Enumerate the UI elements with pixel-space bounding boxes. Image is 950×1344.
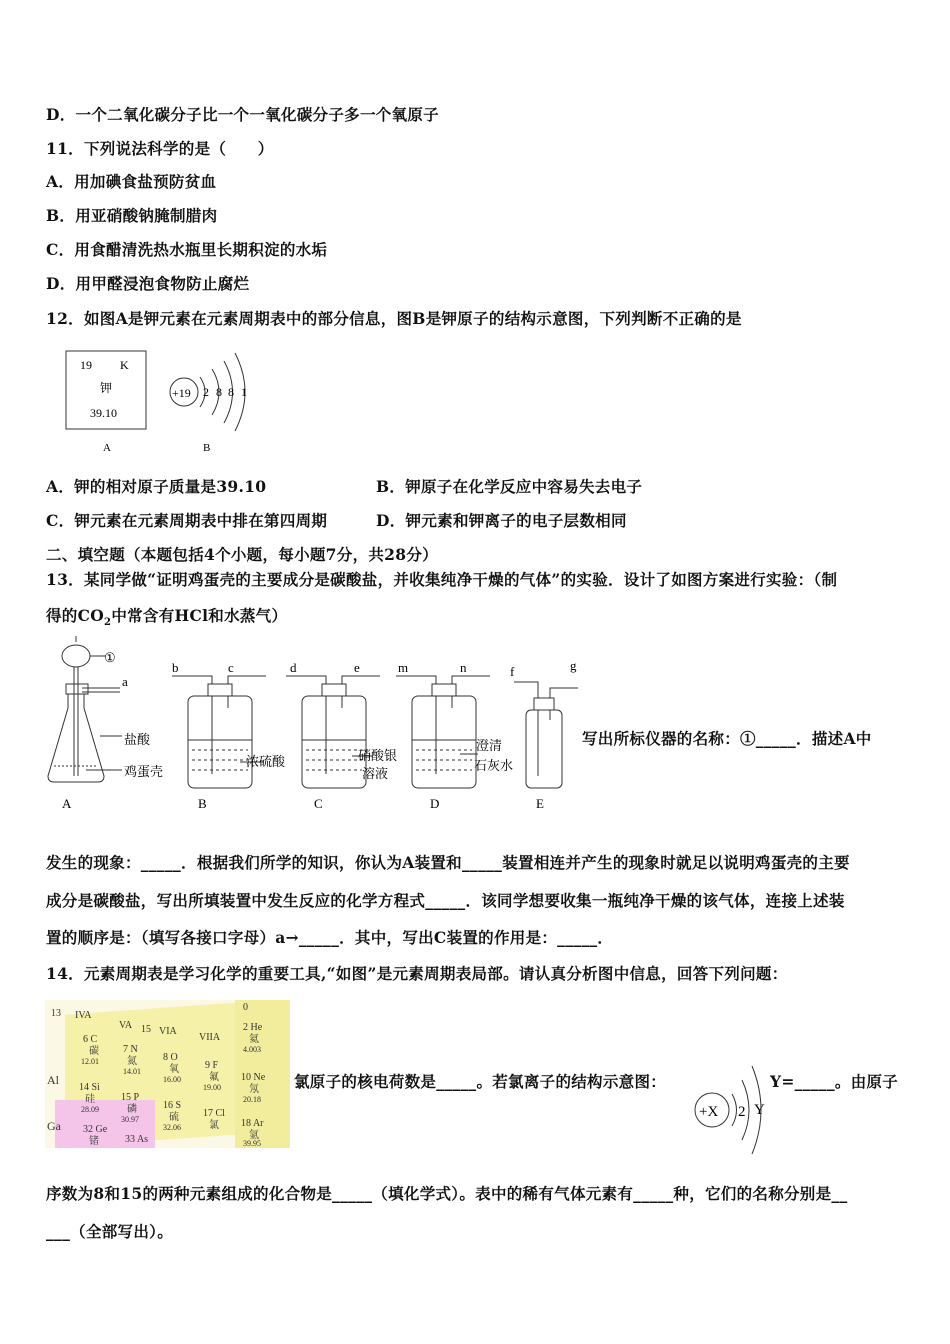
question-13-line1: 13．某同学做“证明鸡蛋壳的主要成分是碳酸盐，并收集纯净干燥的气体”的实验．设计了如图方案进行实验：（制	[46, 570, 838, 589]
label-e-port: e	[354, 660, 360, 675]
label-limewater-1: 澄清	[476, 738, 503, 753]
potassium-figure	[60, 345, 260, 457]
question-14-side-text-1: 氯原子的核电荷数是_____。若氯离子的结构示意图：	[294, 1072, 667, 1091]
label-conc-sulfuric-acid: 浓硫酸	[246, 754, 286, 769]
shell-electrons-4: 1	[241, 385, 247, 399]
group-iva: IVA	[75, 1010, 92, 1021]
cell-n-name: 氮	[127, 1056, 137, 1067]
cell-s-mass: 32.06	[163, 1123, 181, 1132]
question-13-line5: 置的顺序是：（填写各接口字母）a→_____．其中，写出C装置的作用是：_____．	[46, 928, 614, 947]
label-d-port: d	[290, 660, 297, 675]
shell-electrons-1: 2	[203, 385, 209, 399]
cell-ge-name: 锗	[89, 1136, 99, 1147]
cell-he-mass: 4.003	[243, 1045, 261, 1054]
shell-electrons-3: 8	[228, 385, 234, 399]
label-device-d: D	[430, 796, 440, 811]
label-device-b: B	[198, 796, 207, 811]
label-m-port: m	[398, 660, 409, 675]
cell-p-name: 磷	[127, 1104, 137, 1115]
question-13-side-text: 写出所标仪器的名称：①_____．描述A中	[582, 729, 872, 748]
cell-ne-name: 氖	[249, 1084, 259, 1095]
q13-co2-pre: 得的CO	[46, 606, 105, 625]
figure-label-b: B	[203, 442, 211, 454]
question-13-line4: 成分是碳酸盐，写出所填装置中发生反应的化学方程式_____．该同学想要收集一瓶纯净干燥的该气体，连接上述装	[46, 891, 845, 910]
atomic-mass: 39.10	[90, 406, 117, 420]
q12-option-a: A．钾的相对原子质量是39.10	[46, 477, 267, 496]
gas-bottle-c	[302, 696, 366, 788]
gas-bottle-b	[188, 696, 252, 788]
group-via: VIA	[159, 1026, 177, 1037]
cell-o-mass: 16.00	[163, 1075, 181, 1084]
apparatus-d	[396, 660, 513, 811]
cell-p: 15 P	[121, 1092, 140, 1103]
label-a-port: a	[122, 674, 128, 689]
label-device-c: C	[314, 796, 323, 811]
section-2-heading: 二、填空题（本题包括4个小题，每小题7分，共28分）	[46, 545, 438, 564]
cell-f-mass: 19.00	[203, 1083, 221, 1092]
q11-option-b: B．用亚硝酸钠腌制腊肉	[46, 206, 218, 225]
cell-cl: 17 Cl	[203, 1108, 225, 1119]
cell-ne: 10 Ne	[241, 1072, 266, 1083]
gas-bottle-e	[526, 710, 562, 788]
cell-ge: 32 Ge	[83, 1124, 108, 1135]
cell-n-mass: 14.01	[123, 1067, 141, 1076]
cell-f-name: 氟	[209, 1072, 219, 1083]
periodic-table-fragment	[45, 1000, 290, 1148]
group-13: 13	[51, 1008, 61, 1019]
group-viia: VIIA	[199, 1032, 221, 1043]
cell-ne-mass: 20.18	[243, 1095, 261, 1104]
cell-al: Al	[47, 1073, 59, 1087]
cell-as: 33 As	[125, 1134, 149, 1145]
question-12: 12．如图A是钾元素在元素周期表中的部分信息，图B是钾原子的结构示意图，下列判断不正确的是	[46, 309, 742, 328]
apparatus-a	[48, 636, 163, 811]
cell-c-mass: 12.01	[81, 1057, 99, 1066]
question-14: 14．元素周期表是学习化学的重要工具,“如图”是元素周期表局部。请认真分析图中信息，回答下列问题：	[46, 964, 788, 983]
label-f-port: f	[510, 664, 515, 679]
label-device-a: A	[62, 796, 72, 811]
q11-option-c: C．用食醋清洗热水瓶里长期积淀的水垢	[46, 240, 328, 259]
q13-co2-sub: 2	[104, 617, 112, 629]
shell-electrons-2: 8	[216, 385, 222, 399]
cell-o-name: 氧	[169, 1064, 179, 1075]
label-n-port: n	[460, 660, 467, 675]
element-symbol: K	[120, 358, 129, 372]
group-15: 15	[141, 1024, 151, 1035]
element-name: 钾	[100, 381, 113, 395]
nucleus-charge: +19	[172, 386, 191, 400]
question-13-line2	[46, 604, 287, 628]
cell-s: 16 S	[163, 1100, 182, 1111]
gas-bottle-d	[412, 696, 476, 788]
separatory-funnel	[62, 645, 90, 667]
cell-si: 14 Si	[79, 1082, 100, 1093]
label-silver-nitrate-1: 硝酸银	[358, 748, 398, 763]
ion-outer-y: Y	[754, 1102, 765, 1118]
group-va: VA	[119, 1020, 133, 1031]
question-13-line3: 发生的现象：_____．根据我们所学的知识，你认为A装置和_____装置相连并产生的现象时就足以说明鸡蛋壳的主要	[46, 853, 850, 872]
q12-option-b: B．钾原子在化学反应中容易失去电子	[376, 477, 643, 496]
label-g-port: g	[570, 658, 577, 673]
ion-shell-1	[732, 1094, 737, 1126]
cell-ar: 18 Ar	[241, 1118, 264, 1129]
cell-ar-mass: 39.95	[243, 1139, 261, 1148]
label-hydrochloric-acid: 盐酸	[124, 732, 151, 747]
q12-option-d: D．钾元素和钾离子的电子层数相同	[376, 511, 627, 530]
cell-ga: Ga	[47, 1119, 61, 1133]
apparatus-e	[510, 658, 578, 811]
apparatus-figure	[40, 636, 580, 816]
q11-option-a: A．用加碘食盐预防贫血	[46, 172, 217, 191]
q13-co2-post: 中常含有HCl和水蒸气）	[111, 606, 288, 625]
cell-c-name: 碳	[89, 1046, 99, 1057]
group-0: 0	[243, 1002, 248, 1013]
cell-si-name: 硅	[85, 1094, 95, 1105]
option-d-q10: D．一个二氧化碳分子比一个一氧化碳分子多一个氧原子	[46, 105, 439, 124]
ion-inner-electrons: 2	[738, 1104, 746, 1120]
label-eggshell: 鸡蛋壳	[124, 764, 164, 779]
q11-option-d: D．用甲醛浸泡食物防止腐烂	[46, 274, 250, 293]
question-11: 11．下列说法科学的是（ ）	[46, 139, 274, 158]
cell-he: 2 He	[243, 1022, 263, 1033]
label-silver-nitrate-2: 溶液	[362, 766, 389, 781]
atomic-number: 19	[80, 358, 92, 372]
cell-si-mass: 28.09	[81, 1105, 99, 1114]
q12-option-c: C．钾元素在元素周期表中排在第四周期	[46, 511, 328, 530]
question-14-side-text-2: Y=_____。由原子	[770, 1072, 899, 1091]
apparatus-b	[172, 660, 286, 811]
apparatus-c	[286, 660, 397, 811]
question-14-line3: 序数为8和15的两种元素组成的化合物是_____（填化学式）。表中的稀有气体元素有_____种，它们的名称分别是__	[46, 1184, 848, 1203]
cell-o: 8 O	[163, 1052, 178, 1063]
figure-label-a: A	[103, 442, 111, 454]
cell-he-name: 氦	[249, 1034, 259, 1045]
label-c-port: c	[228, 660, 234, 675]
cell-s-name: 硫	[169, 1112, 179, 1123]
ion-nucleus-charge: +X	[699, 1104, 719, 1120]
label-b-port: b	[172, 660, 179, 675]
ion-structure-diagram	[690, 1060, 770, 1156]
cell-ar-name: 氩	[249, 1130, 259, 1141]
cell-p-mass: 30.97	[121, 1115, 139, 1124]
label-limewater-2: 石灰水	[474, 758, 514, 773]
cell-c: 6 C	[83, 1034, 98, 1045]
question-14-line4: ___（全部写出）。	[46, 1222, 174, 1241]
cell-f: 9 F	[205, 1060, 219, 1071]
cell-n: 7 N	[123, 1044, 138, 1055]
conical-flask	[48, 694, 104, 782]
label-circle-1: ①	[104, 650, 116, 665]
cell-cl-name: 氯	[209, 1120, 219, 1131]
label-device-e: E	[536, 796, 544, 811]
